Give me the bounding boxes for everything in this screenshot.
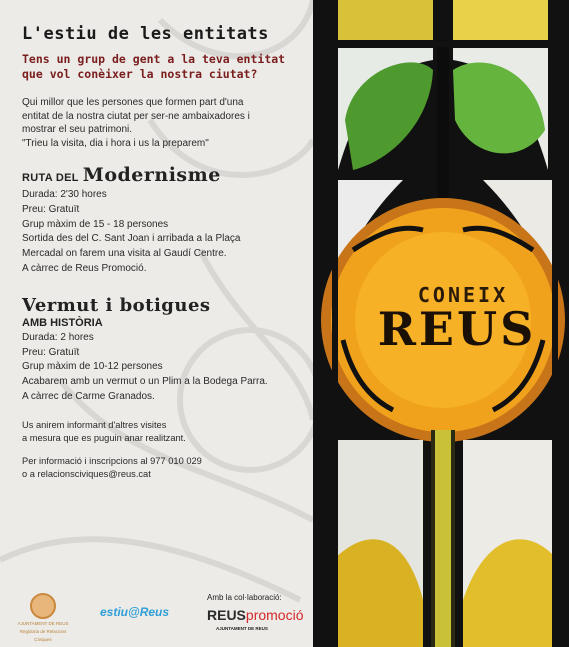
contact-info	[22, 455, 307, 482]
route1-line: Preu: Gratuït	[22, 203, 80, 215]
route1-name: Modernisme	[82, 164, 221, 186]
route1-line: Grup màxim de 15 - 18 persones	[22, 218, 169, 230]
route1-heading	[22, 164, 307, 186]
ajuntament-line: Cíviques	[34, 637, 52, 642]
ajuntament-line: AJUNTAMENT DE REUS	[17, 621, 69, 626]
note-line: Us anirem informant d'altres visites	[22, 419, 167, 430]
route2-line: Preu: Gratuït	[22, 346, 80, 358]
route2-sub: AMB HISTÒRIA	[22, 316, 103, 329]
intro-line: "Trieu la visita, dia i hora i us la preparem"	[22, 137, 209, 149]
route1-prefix: RUTA DEL	[22, 172, 79, 184]
route1-line: Sortida des del C. Sant Joan i arribada a la Plaça	[22, 233, 241, 245]
cover-line1: CONEIX	[417, 283, 509, 307]
contact-line: Per informació i inscripcions al 977 010 029	[22, 455, 202, 466]
stained-glass-cover	[313, 0, 569, 647]
info-content	[22, 24, 307, 482]
footer-logos	[0, 585, 313, 647]
collab-label: Amb la col·laboració:	[207, 593, 282, 602]
reus-promocio-sub: AJUNTAMENT DE REUS	[216, 626, 268, 631]
route1-details	[22, 188, 307, 277]
subtitle	[22, 52, 307, 82]
note-line: a mesura que es puguin anar realitzant.	[22, 433, 186, 444]
upcoming-note	[22, 419, 307, 446]
route1-line: Mercadal on farem una visita al Gaudí Centre.	[22, 248, 227, 260]
route2-line: Acabarem amb un vermut o un Plim a la Bodega Parra.	[22, 376, 268, 388]
route2-details	[22, 331, 307, 405]
reus-promocio-logo	[207, 607, 304, 623]
route2-line: Grup màxim de 10-12 persones	[22, 361, 163, 373]
route2-name: Vermut i botigues	[22, 294, 211, 316]
subtitle-text: Tens un grup de gent a la teva entitat que vol conèixer la nostra ciutat?	[22, 52, 286, 81]
route2-line: A càrrec de Carme Granados.	[22, 390, 155, 402]
route2-heading	[22, 295, 307, 329]
crest-icon	[30, 593, 56, 619]
route1-line: A càrrec de Reus Promoció.	[22, 262, 147, 274]
route1-line: Durada: 2'30 hores	[22, 189, 107, 200]
reus-promocio-a: REUS	[207, 607, 246, 623]
estiu-reus-logo: estiu@Reus	[100, 605, 170, 619]
contact-line: o a relacionsciviques@reus.cat	[22, 469, 151, 480]
ajuntament-line: Regidoria de Relacions	[19, 629, 67, 634]
intro-paragraph	[22, 96, 307, 150]
cover-line2: REUS	[377, 302, 537, 356]
intro-line: entitat de la nostra ciutat per ser-ne ambaixadores i	[22, 110, 250, 122]
ajuntament-logo	[16, 593, 70, 643]
reus-promocio-b: promoció	[245, 607, 304, 623]
page-title: L'estiu de les entitats	[22, 24, 269, 44]
intro-line: mostrar el seu patrimoni.	[22, 124, 133, 135]
route2-line: Durada: 2 hores	[22, 331, 94, 343]
intro-line: Qui millor que les persones que formen part d'una	[22, 97, 244, 108]
